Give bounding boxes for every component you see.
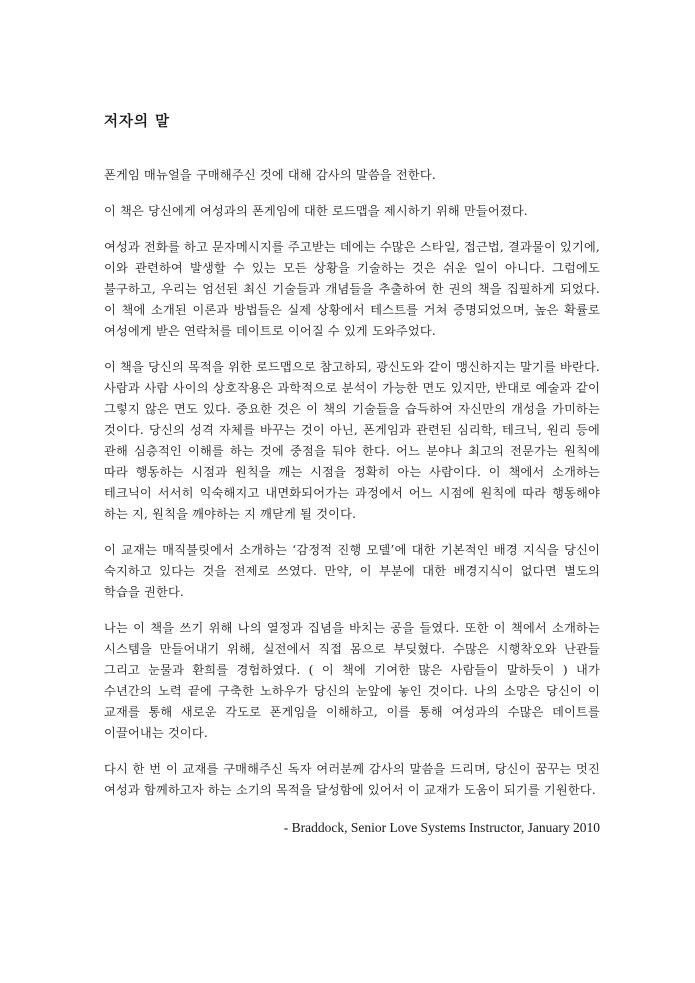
paragraph-purpose: 이 책은 당신에게 여성과의 폰게임에 대한 로드맵을 제시하기 위해 만들어졌다.: [104, 204, 528, 218]
paragraph-roadmap: 이 책을 당신의 목적을 위한 로드맵으로 참고하되, 광신도와 같이 맹신하지는 말기를 바란다. 사람과 사람 사이의 상호작용은 과학적으로 분석이 가능한 면도 있지만, 반대로 예술과 같이 그렇지 않은 면도 있다. 중요한 것은 이 책의 기술들을 습득하여 자신만의 개성을 가미하는 것이다. 당신의 성격 자체를 바꾸는 것이 아닌, 폰게임과 관련된 심리학, 테크닉, 원리 등에 관해 심층적인 이해를 하는 것에 중점을 둬야 한다. 어느 분야나 최고의 전문가는 원칙에 따라 행동하는 시점과 원칙을 깨는 시점을 정확히 아는 사람이다. 이 책에서 소개하는 테크닉이 서서히 익숙해지고 내면화되어가는 과정에서 어느 시점에 원칙에 따라 행동해야 하는 지, 원칙을 깨야하는 지 깨닫게 될 것이다.: [104, 360, 600, 521]
author-signature: - Braddock, Senior Love Systems Instructor, January 2010: [283, 820, 600, 835]
page-title: 저자의 말: [104, 113, 171, 130]
paragraph-author-effort: 나는 이 책을 쓰기 위해 나의 열정과 집념을 바치는 공을 들였다. 또한 이 책에서 소개하는 시스템을 만들어내기 위해, 실전에서 직접 몸으로 부딪혔다. 수많은 시행착오와 난관들 그리고 눈물과 환희를 경험하였다. ( 이 책에 기여한 많은 사람들이 말하듯이 ) 내가 수년간의 노력 끝에 구축한 노하우가 당신의 눈앞에 놓인 것이다. 나의 소망은 당신이 이 교재를 통해 새로운 각도로 폰게임을 이해하고, 이를 통해 여성과의 수많은 데이트를 이끌어내는 것이다.: [104, 621, 600, 740]
paragraph-closing: 다시 한 번 이 교재를 구매해주신 독자 여러분께 감사의 말씀을 드리며, 당신이 꿈꾸는 멋진 여성과 함께하고자 하는 소기의 목적을 달성함에 있어서 이 교재가 도움이 되기를 기원한다.: [104, 762, 600, 797]
paragraph-prerequisite: 이 교재는 매직불릿에서 소개하는 ‘감정적 진행 모델’에 대한 기본적인 배경 지식을 당신이 숙지하고 있다는 것을 전제로 쓰였다. 만약, 이 부분에 대한 배경지식이 없다면 별도의 학습을 권한다.: [104, 543, 600, 599]
document-body: [104, 110, 600, 838]
paragraph-thanks: 폰게임 매뉴얼을 구매해주신 것에 대해 감사의 말씀을 전한다.: [104, 168, 436, 182]
paragraph-background: 여성과 전화를 하고 문자메시지를 주고받는 데에는 수많은 스타일, 접근법, 결과물이 있기에, 이와 관련하여 발생할 수 있는 모든 상황을 기술하는 것은 쉬운 일이 아니다. 그럼에도 불구하고, 우리는 엄선된 최신 기술들과 개념들을 추출하여 한 권의 책을 집필하게 되었다. 이 책에 소개된 이론과 방법들은 실제 상황에서 테스트를 거쳐 증명되었으며, 높은 확률로 여성에게 받은 연락처를 데이트로 이어질 수 있게 도와주었다.: [104, 240, 600, 338]
